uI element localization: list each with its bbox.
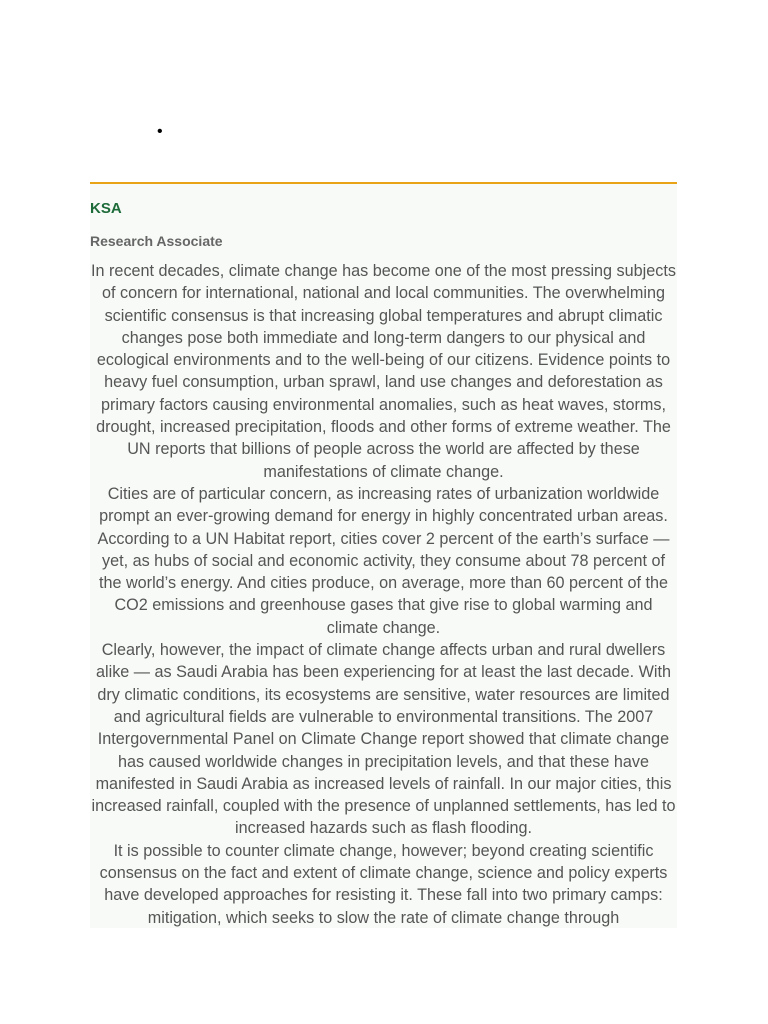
article-paragraph: Clearly, however, the impact of climate change affects urban and rural dwellers alike — as Saudi Arabia has been experiencing for at least the last decade. With dry climatic conditions, its ecosystems are sensitive, water resources are limited and agricultural fields are vulnerable to environmental transitions. The 2007 Intergovernmental Panel on Climate Change report showed that climate change has caused worldwide changes in precipitation levels, and that these have manifested in Saudi Arabia as increased levels of rainfall. In our major cities, this increased rainfall, coupled with the presence of unplanned settlements, has led to increased hazards such as flash flooding. xyxy=(91,641,676,838)
article-paragraph: It is possible to counter climate change, however; beyond creating scientific consensus on the fact and extent of climate change, science and policy experts have developed approaches for resisting it. These fall into two primary camps: mitigation, which seeks to slow the rate of climate change through xyxy=(99,841,668,927)
organization-name: KSA xyxy=(90,200,122,217)
author-role: Research Associate xyxy=(90,233,223,249)
article-paragraph: In recent decades, climate change has become one of the most pressing subjects of concern for international, national and local communities. The overwhelming scientific consensus is that increasing global temperatures and abrupt climatic changes pose both immediate and long-term dangers to our physical and ecological environments and to the well-being of our citizens. Evidence points to heavy fuel consumption, urban sprawl, land use changes and deforestation as primary factors causing environmental anomalies, such as heat waves, storms, drought, increased precipitation, floods and other forms of extreme weather. The UN reports that billions of people across the world are affected by these manifestations of climate change. xyxy=(91,262,676,481)
list-bullet: • xyxy=(157,123,163,140)
article-body xyxy=(90,260,677,928)
article-paragraph: Cities are of particular concern, as increasing rates of urbanization worldwide prompt an ever-growing demand for energy in highly concentrated urban areas. According to a UN Habitat report, cities cover 2 percent of the earth’s surface — yet, as hubs of social and economic activity, they consume about 78 percent of the world’s energy. And cities produce, on average, more than 60 percent of the CO2 emissions and greenhouse gases that give rise to global warming and climate change. xyxy=(97,484,670,637)
article-container xyxy=(90,184,677,928)
